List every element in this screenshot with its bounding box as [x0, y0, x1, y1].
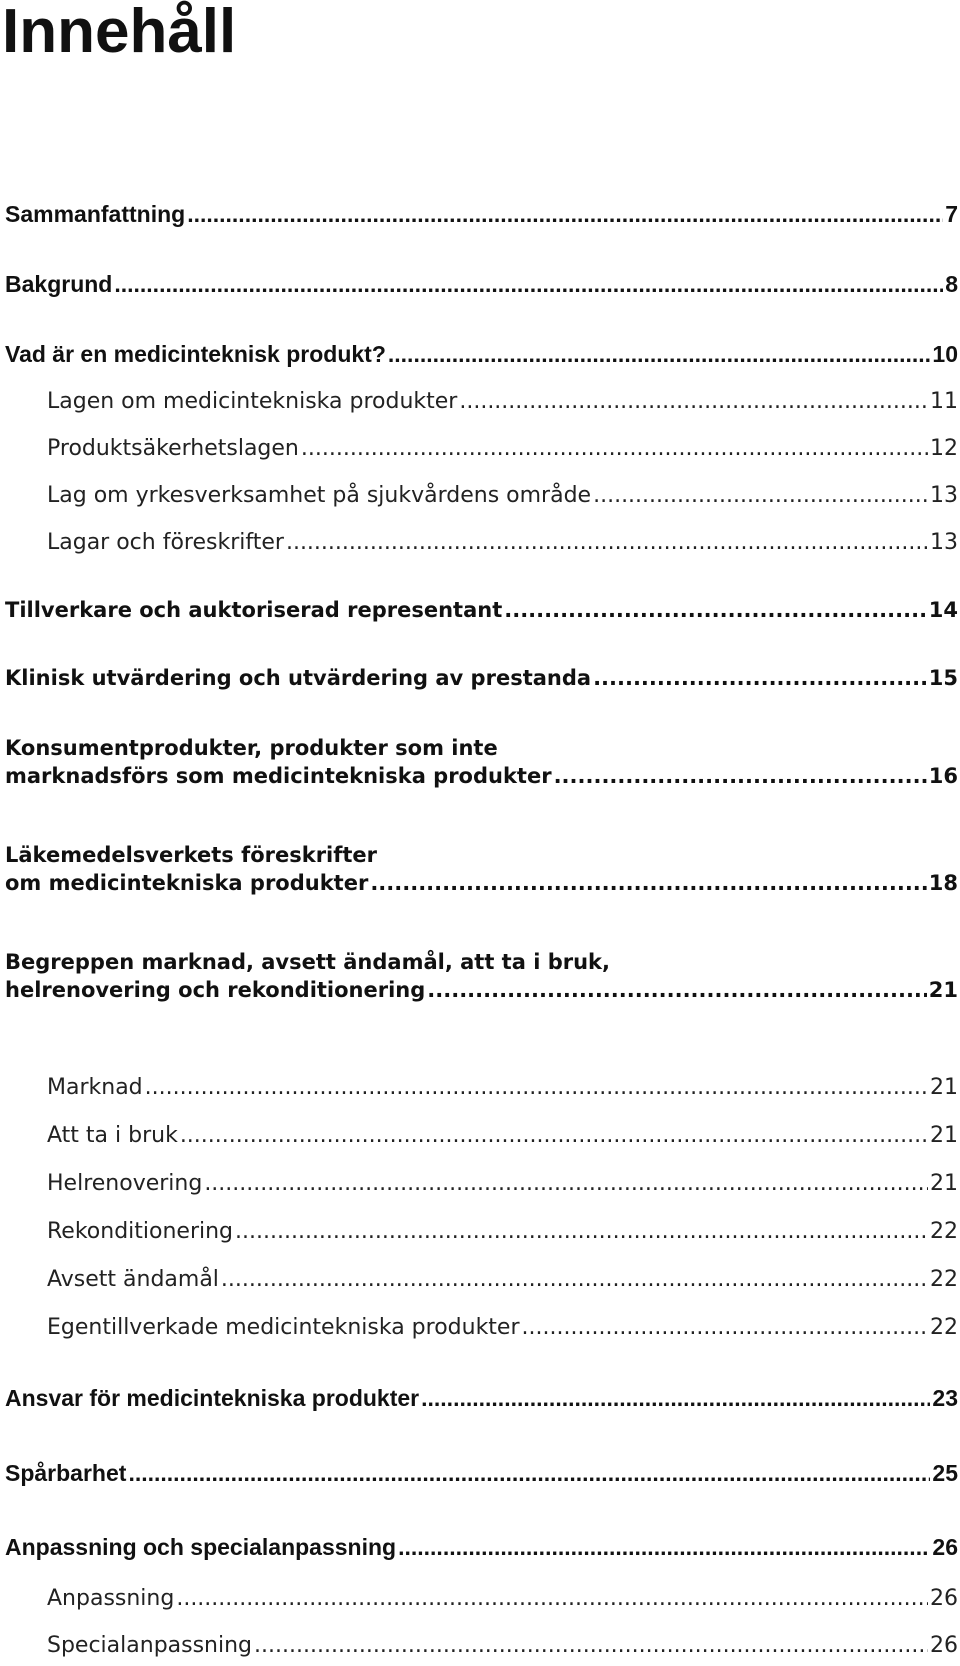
- toc-entry-text: Vad är en medicinteknisk produkt?: [5, 341, 386, 367]
- toc-page-number: 23: [932, 1385, 958, 1411]
- toc-entry-text: Att ta i bruk: [47, 1123, 178, 1148]
- toc-page-number: 10: [932, 341, 958, 367]
- toc-page-number: 22: [930, 1315, 958, 1340]
- toc-page-number: 22: [930, 1267, 958, 1292]
- toc-entry-rekonditionering[interactable]: [0, 1219, 960, 1251]
- toc-entry-lagen-om-medicintekniska-produkter[interactable]: [0, 389, 960, 421]
- toc-entry-vad-ar-medicinteknisk-produkt[interactable]: [0, 341, 960, 373]
- toc-entry-anpassning-och-specialanpassning[interactable]: [0, 1534, 960, 1566]
- toc-entry-text: om medicintekniska produkter: [5, 871, 369, 895]
- toc-leader-dots: [522, 1315, 928, 1340]
- toc-leader-dots: [554, 764, 927, 788]
- toc-page-number: 13: [930, 530, 958, 555]
- toc-entry-text: Produktsäkerhetslagen: [47, 436, 299, 461]
- toc-page-number: 21: [928, 978, 958, 1002]
- toc-entry-text: helrenovering och rekonditionering: [5, 978, 426, 1002]
- toc-page-number: 8: [945, 271, 958, 297]
- toc-leader-dots: [221, 1267, 928, 1292]
- toc-leader-dots: [459, 389, 928, 414]
- toc-entry-text: Klinisk utvärdering och utvärdering av prestanda: [5, 666, 592, 690]
- toc-entry-text: Lagar och föreskrifter: [47, 530, 284, 555]
- toc-page-number: 21: [930, 1075, 958, 1100]
- toc-page-number: 26: [932, 1534, 958, 1560]
- toc-entry-text: Bakgrund: [5, 271, 113, 297]
- toc-leader-dots: [370, 871, 926, 895]
- toc-page-number: 18: [928, 871, 958, 895]
- toc-page-number: 25: [932, 1460, 958, 1486]
- toc-entry-konsumentprodukter[interactable]: [0, 732, 960, 796]
- toc-leader-dots: [504, 598, 927, 622]
- toc-entry-lagar-och-foreskrifter[interactable]: [0, 530, 960, 562]
- toc-entry-lakemedelsverkets-foreskrifter[interactable]: [0, 839, 960, 903]
- toc-entry-att-ta-i-bruk[interactable]: [0, 1123, 960, 1155]
- toc-leader-dots: [187, 201, 943, 228]
- page-title: Innehåll: [2, 0, 237, 66]
- toc-leader-dots: [388, 341, 931, 368]
- toc-leader-dots: [301, 436, 928, 461]
- toc-leader-dots: [254, 1633, 928, 1658]
- toc-leader-dots: [398, 1534, 930, 1561]
- toc-entry-text: Spårbarhet: [5, 1460, 127, 1486]
- toc-entry-anpassning[interactable]: [0, 1586, 960, 1618]
- toc-entry-first-line: Begreppen marknad, avsett ändamål, att ta i bruk,: [5, 950, 610, 974]
- toc-entry-first-line: Läkemedelsverkets föreskrifter: [5, 843, 378, 867]
- toc-entry-begreppen[interactable]: [0, 946, 960, 1010]
- toc-entry-helrenovering[interactable]: [0, 1171, 960, 1203]
- toc-page-number: 16: [928, 764, 958, 788]
- toc-entry-lag-om-yrkesverksamhet[interactable]: [0, 483, 960, 515]
- toc-leader-dots: [593, 666, 927, 690]
- toc-leader-dots: [180, 1123, 928, 1148]
- toc-entry-klinisk-utvardering[interactable]: [0, 666, 960, 698]
- toc-entry-tillverkare[interactable]: [0, 598, 960, 630]
- toc-entry-text: Avsett ändamål: [47, 1267, 219, 1292]
- toc-leader-dots: [286, 530, 928, 555]
- toc-entry-bakgrund[interactable]: [0, 271, 960, 303]
- toc-leader-dots: [421, 1385, 930, 1412]
- toc-page-number: 21: [930, 1123, 958, 1148]
- toc-page-number: 15: [928, 666, 958, 690]
- toc-entry-text: Specialanpassning: [47, 1633, 253, 1658]
- toc-leader-dots: [114, 271, 943, 298]
- toc-leader-dots: [176, 1586, 928, 1611]
- toc-entry-text: Anpassning: [47, 1586, 175, 1611]
- toc-leader-dots: [427, 978, 926, 1002]
- toc-page-number: 13: [930, 483, 958, 508]
- toc-page-number: 21: [930, 1171, 958, 1196]
- toc-entry-specialanpassning[interactable]: [0, 1633, 960, 1665]
- toc-entry-text: marknadsförs som medicintekniska produkter: [5, 764, 552, 788]
- toc-leader-dots: [235, 1219, 928, 1244]
- toc-entry-marknad[interactable]: [0, 1075, 960, 1107]
- toc-leader-dots: [204, 1171, 928, 1196]
- toc-entry-produktsakerhetslagen[interactable]: [0, 436, 960, 468]
- toc-entry-text: Sammanfattning: [5, 201, 186, 227]
- toc-entry-text: Lag om yrkesverksamhet på sjukvårdens område: [47, 483, 592, 508]
- toc-leader-dots: [145, 1075, 928, 1100]
- toc-entry-sparbarhet[interactable]: [0, 1460, 960, 1492]
- toc-entry-text: Tillverkare och auktoriserad representant: [5, 598, 503, 622]
- toc-leader-dots: [128, 1460, 930, 1487]
- toc-page-number: 12: [930, 436, 958, 461]
- toc-page-number: 7: [945, 201, 958, 227]
- toc-entry-text: Helrenovering: [47, 1171, 203, 1196]
- toc-page-number: 11: [930, 389, 958, 414]
- toc-entry-text: Lagen om medicintekniska produkter: [47, 389, 458, 414]
- toc-entry-egentillverkade[interactable]: [0, 1315, 960, 1347]
- toc-entry-first-line: Konsumentprodukter, produkter som inte: [5, 736, 498, 760]
- toc-entry-text: Rekonditionering: [47, 1219, 234, 1244]
- toc-entry-text: Marknad: [47, 1075, 143, 1100]
- toc-page-number: 26: [930, 1633, 958, 1658]
- toc-entry-ansvar[interactable]: [0, 1385, 960, 1417]
- toc-page-number: 14: [928, 598, 958, 622]
- toc-entry-text: Anpassning och specialanpassning: [5, 1534, 397, 1560]
- toc-entry-text: Egentillverkade medicintekniska produkter: [47, 1315, 520, 1340]
- toc-leader-dots: [593, 483, 928, 508]
- toc-entry-text: Ansvar för medicintekniska produkter: [5, 1385, 420, 1411]
- toc-entry-avsett-andamal[interactable]: [0, 1267, 960, 1299]
- toc-entry-sammanfattning[interactable]: [0, 201, 960, 233]
- toc-page-number: 22: [930, 1219, 958, 1244]
- toc-page-number: 26: [930, 1586, 958, 1611]
